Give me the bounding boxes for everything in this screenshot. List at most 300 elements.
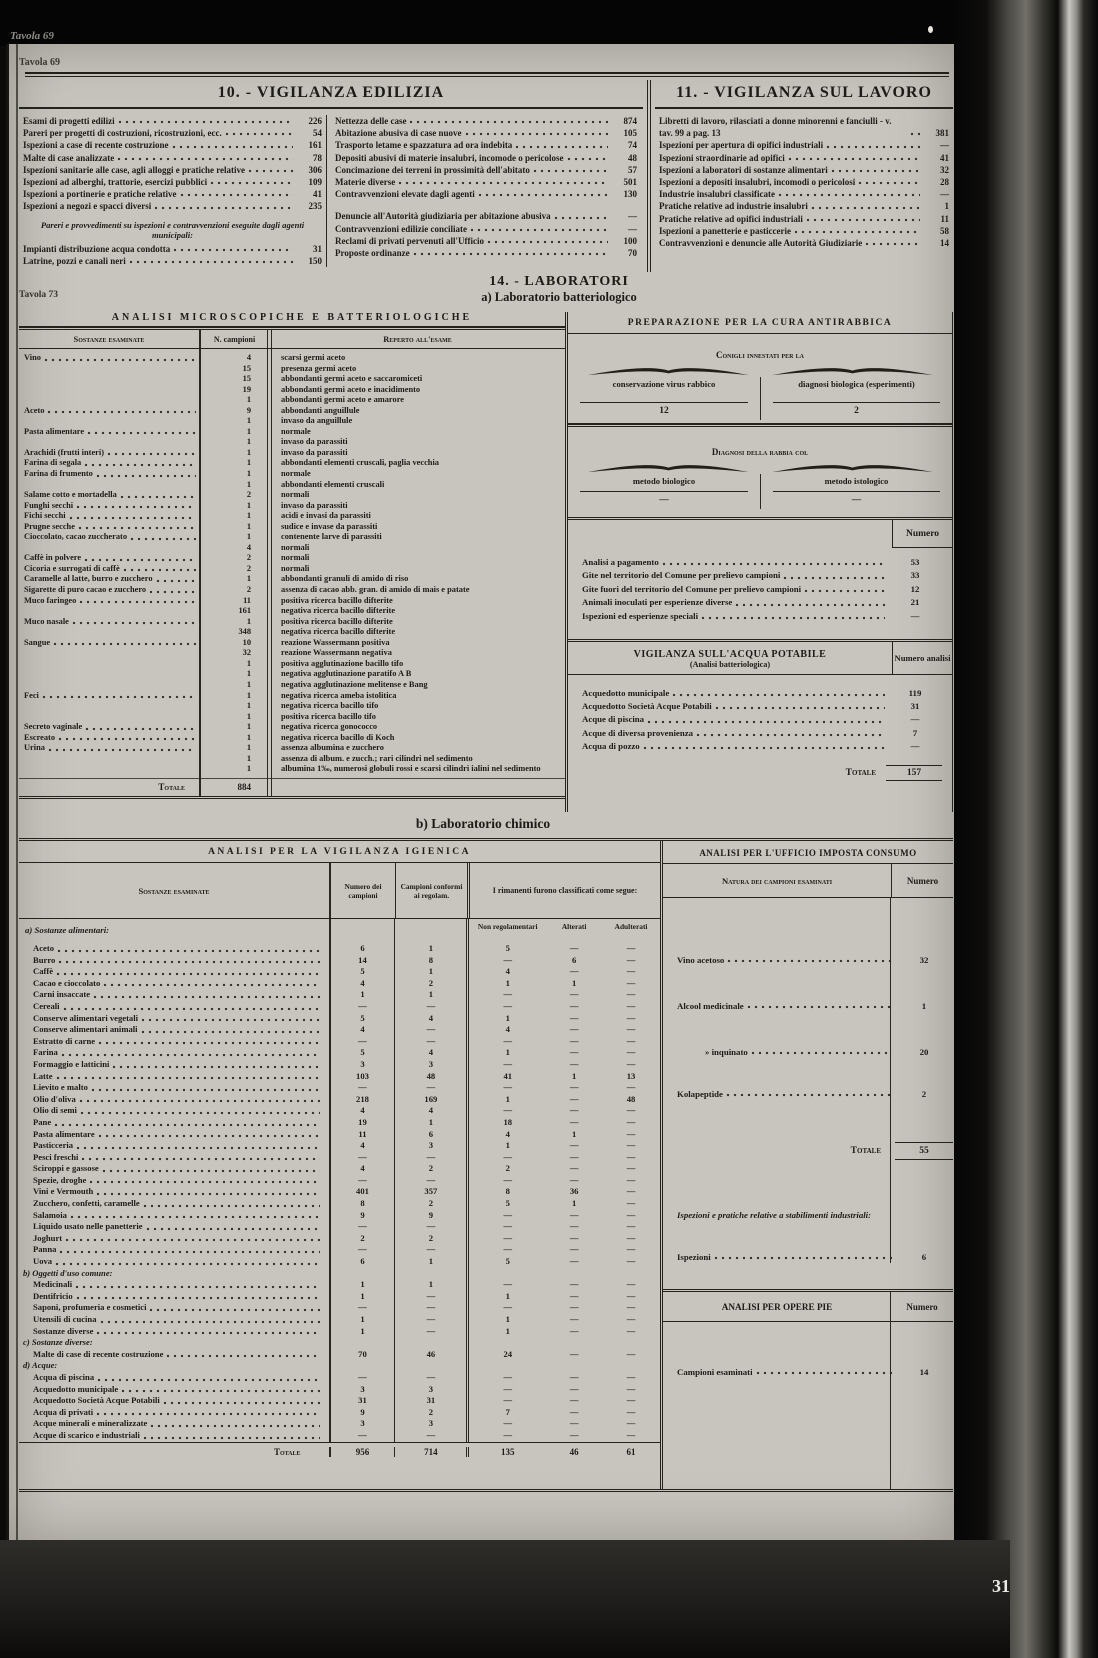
total-label: Totale bbox=[845, 768, 876, 779]
total-nonreg: 135 bbox=[466, 1447, 546, 1457]
samples-cell: 3 bbox=[329, 1384, 395, 1396]
dot-leader bbox=[69, 515, 196, 520]
dot-leader bbox=[150, 1423, 319, 1428]
item-label: Malte di case analizzate bbox=[23, 152, 115, 163]
edilizia-note: Pareri e provvedimenti su ispezioni e contravvenzioni eseguite dagli agenti municipali: bbox=[40, 219, 305, 241]
bact-table-title: ANALISI MICROSCOPICHE E BATTERIOLOGICHE bbox=[111, 312, 473, 323]
dot-leader bbox=[42, 694, 196, 699]
chem-table-row bbox=[19, 943, 660, 955]
item-label: Esami di progetti edilizi bbox=[23, 116, 115, 126]
adulterati-cell: — bbox=[626, 1406, 636, 1417]
dot-leader bbox=[806, 217, 920, 223]
total-conform: 714 bbox=[394, 1447, 466, 1457]
substance-cell bbox=[19, 754, 199, 765]
dot-leader bbox=[96, 473, 196, 478]
substance-cell bbox=[19, 1360, 329, 1372]
chem-table-row bbox=[19, 1210, 660, 1222]
alterati-cell bbox=[546, 1337, 602, 1349]
item-value: 21 bbox=[910, 597, 920, 608]
legend-item bbox=[23, 139, 322, 151]
bact-table-row bbox=[19, 553, 565, 564]
samples-cell: 2 bbox=[246, 585, 251, 595]
dot-leader bbox=[76, 504, 196, 509]
nonreg-cell bbox=[466, 1360, 546, 1372]
substance-label: Acquedotto municipale bbox=[33, 1383, 119, 1394]
alterati-cell: — bbox=[569, 1221, 579, 1232]
bact-table-row bbox=[19, 585, 565, 596]
nonreg-cell: — bbox=[466, 1418, 546, 1430]
bact-table-row bbox=[19, 522, 565, 533]
adulterati-cell: — bbox=[626, 954, 636, 965]
item-value: 381 bbox=[935, 128, 949, 139]
samples-cell: 1 bbox=[329, 1326, 395, 1338]
conform-cell: — bbox=[394, 1082, 466, 1094]
conigli-subtitle: Conigli innestati per la bbox=[715, 350, 805, 360]
adulterati-cell: — bbox=[626, 1105, 636, 1116]
dot-leader bbox=[478, 192, 608, 198]
dot-leader bbox=[146, 1226, 320, 1231]
dot-leader bbox=[72, 620, 196, 625]
conform-cell: — bbox=[394, 1314, 466, 1326]
finding-cell: positiva ricerca bacillo tifo bbox=[281, 711, 376, 721]
substance-label: Fichi secchi bbox=[24, 511, 66, 521]
legend-item bbox=[335, 139, 637, 151]
subcol-alterati: Alterati bbox=[561, 922, 587, 931]
conform-cell bbox=[394, 1268, 466, 1280]
metodo-biologico-column bbox=[568, 474, 760, 509]
adulterati-cell: — bbox=[626, 1290, 636, 1301]
samples-cell: 1 bbox=[246, 500, 251, 510]
substance-cell bbox=[19, 627, 199, 638]
substance-label: Arachidi (frutti interi) bbox=[24, 447, 105, 457]
nonreg-cell: — bbox=[466, 1221, 546, 1233]
dot-leader bbox=[58, 959, 319, 964]
dot-leader bbox=[826, 144, 920, 150]
samples-cell: 1 bbox=[246, 679, 251, 689]
item-value: 32 bbox=[919, 955, 929, 965]
dot-leader bbox=[465, 131, 608, 137]
item-label: Contravvenzioni elevate dagli agenti bbox=[335, 189, 475, 200]
alterati-cell: — bbox=[569, 1348, 579, 1359]
substance-label: Salame cotto e mortadella bbox=[24, 490, 117, 500]
nonreg-cell: 1 bbox=[466, 1140, 546, 1152]
bact-table-row bbox=[19, 638, 565, 649]
bact-table-row bbox=[19, 353, 565, 364]
bact-table-row bbox=[19, 416, 565, 427]
dot-leader bbox=[118, 119, 293, 125]
dot-leader bbox=[143, 1203, 320, 1208]
item-label: Industrie insalubri classificate bbox=[659, 189, 776, 200]
item-label: Acquedotto Società Acque Potabili bbox=[582, 701, 712, 712]
dot-leader bbox=[149, 1307, 319, 1312]
dot-leader bbox=[85, 726, 196, 731]
imposta-consumo-table bbox=[663, 841, 953, 1489]
bact-table-row bbox=[19, 406, 565, 417]
item-label: Nettezza delle case bbox=[335, 116, 407, 126]
substance-cell bbox=[19, 1198, 329, 1210]
bact-table-row bbox=[19, 364, 565, 375]
bact-total-row bbox=[19, 778, 565, 796]
alterati-cell: — bbox=[569, 1256, 579, 1267]
samples-cell: 1 bbox=[246, 469, 251, 479]
substance-cell bbox=[19, 978, 329, 990]
metodo-istologico-label: metodo istologico bbox=[824, 476, 889, 486]
legend-item bbox=[335, 164, 637, 176]
substance-label: Caffè in polvere bbox=[24, 553, 82, 563]
bact-table-row bbox=[19, 680, 565, 691]
conform-cell: 2 bbox=[394, 1407, 466, 1419]
substance-cell bbox=[19, 1279, 329, 1291]
samples-cell: 4 bbox=[329, 978, 395, 990]
substance-cell bbox=[19, 585, 199, 596]
conform-cell: 2 bbox=[394, 1198, 466, 1210]
adulterati-cell: — bbox=[626, 1082, 636, 1093]
adulterati-cell: — bbox=[626, 1140, 636, 1151]
nonreg-cell: — bbox=[466, 1210, 546, 1222]
substance-label: Burro bbox=[33, 954, 56, 965]
substance-cell bbox=[19, 989, 329, 1001]
substance-cell bbox=[19, 522, 199, 533]
chem-table-row bbox=[19, 1302, 660, 1314]
bact-table-row bbox=[19, 448, 565, 459]
samples-cell: 1 bbox=[246, 743, 251, 753]
nonreg-cell bbox=[466, 1268, 546, 1280]
adulterati-cell: — bbox=[626, 1279, 636, 1290]
dot-leader bbox=[726, 1092, 892, 1098]
substance-label: Pane bbox=[33, 1116, 52, 1127]
adulterati-cell: — bbox=[626, 1429, 636, 1440]
substance-label: Pasta alimentare bbox=[33, 1128, 95, 1139]
chem-table-row bbox=[19, 989, 660, 1001]
dot-leader bbox=[154, 205, 293, 211]
acqua-header bbox=[568, 642, 952, 675]
finding-cell: reazione Wassermann negativa bbox=[281, 648, 392, 658]
samples-cell: 1 bbox=[246, 395, 251, 405]
item-value: 226 bbox=[308, 116, 322, 126]
item-label: Trasporto letame e spazzatura ad ora indebita bbox=[335, 140, 513, 151]
dot-leader bbox=[93, 994, 319, 999]
nonreg-cell: — bbox=[466, 1233, 546, 1245]
diagnosi-label: diagnosi biologica (esperimenti) bbox=[798, 379, 915, 389]
section-vigilanza-lavoro bbox=[655, 80, 953, 272]
substance-cell bbox=[19, 374, 199, 385]
item-value: 14 bbox=[940, 238, 949, 249]
numero-item bbox=[582, 569, 942, 582]
dot-leader bbox=[156, 578, 196, 583]
conform-cell: 169 bbox=[394, 1094, 466, 1106]
finding-cell: negativa ricerca bacillo difterite bbox=[281, 627, 396, 637]
item-label: Proposte ordinanze bbox=[335, 248, 410, 259]
substance-cell bbox=[19, 1337, 329, 1349]
finding-cell: positiva ricerca bacillo difterite bbox=[281, 595, 393, 605]
acqua-item bbox=[582, 700, 942, 713]
igienica-header bbox=[19, 863, 660, 919]
chem-table-row bbox=[19, 1337, 660, 1349]
dot-leader bbox=[47, 409, 196, 414]
conform-cell: — bbox=[394, 1036, 466, 1048]
substance-cell bbox=[19, 648, 199, 659]
dot-leader bbox=[79, 1098, 320, 1103]
vigilanza-igienica-table bbox=[19, 841, 663, 1489]
nonreg-cell: 4 bbox=[466, 966, 546, 978]
chem-table-row bbox=[19, 1036, 660, 1048]
item-label: Ispezioni a case di recente costruzione bbox=[23, 140, 169, 151]
alterati-cell: — bbox=[569, 1314, 579, 1324]
dot-leader bbox=[533, 168, 608, 174]
section-title: 11. - VIGILANZA SUL LAVORO bbox=[655, 80, 953, 109]
nonreg-cell: — bbox=[466, 1036, 546, 1048]
nonreg-cell: 1 bbox=[466, 1326, 546, 1338]
legend-item bbox=[23, 243, 322, 255]
conform-cell: — bbox=[394, 1244, 466, 1256]
substance-cell bbox=[19, 1302, 329, 1314]
igienica-title: ANALISI PER LA VIGILANZA IGIENICA bbox=[19, 841, 660, 863]
dot-leader bbox=[696, 732, 885, 738]
item-label: Pareri per progetti di costruzioni, ricostruzioni, ecc. bbox=[23, 128, 222, 139]
alterati-cell: — bbox=[569, 1429, 579, 1440]
legend-item bbox=[335, 210, 637, 222]
samples-cell: 11 bbox=[329, 1129, 395, 1141]
substance-cell bbox=[19, 543, 199, 554]
substance-label: Vino bbox=[24, 353, 41, 362]
substance-cell bbox=[19, 617, 199, 628]
bact-table-row bbox=[19, 606, 565, 617]
nonreg-cell: — bbox=[466, 1384, 546, 1396]
dot-leader bbox=[515, 144, 608, 150]
finding-cell: abbondanti germi aceto e inacidimento bbox=[281, 384, 421, 394]
chem-table-row bbox=[19, 1256, 660, 1268]
nonreg-cell: 41 bbox=[466, 1071, 546, 1083]
nonreg-cell: — bbox=[466, 1082, 546, 1094]
chem-table-row bbox=[19, 1129, 660, 1141]
alterati-cell: 1 bbox=[571, 1070, 577, 1081]
legend-item bbox=[659, 152, 949, 164]
chem-table-row bbox=[19, 1418, 660, 1430]
column-rule bbox=[267, 330, 268, 796]
adulterati-cell: — bbox=[626, 1371, 636, 1382]
substance-label: Lievito e malto bbox=[33, 1082, 88, 1093]
samples-cell: 2 bbox=[329, 1233, 395, 1245]
samples-cell: 1 bbox=[246, 732, 251, 742]
conform-cell: — bbox=[394, 1024, 466, 1036]
substance-cell bbox=[19, 1326, 329, 1338]
nonreg-cell: 4 bbox=[466, 1129, 546, 1141]
finding-cell: invaso da parassiti bbox=[281, 500, 348, 510]
finding-cell: abbondanti anguillule bbox=[281, 405, 360, 415]
adulterati-cell: — bbox=[626, 1418, 636, 1429]
substance-label: Acqua di piscina bbox=[33, 1371, 95, 1382]
nonreg-cell: 1 bbox=[466, 1094, 546, 1106]
substance-cell bbox=[19, 469, 199, 480]
substance-cell bbox=[19, 1013, 329, 1025]
bact-table-row bbox=[19, 617, 565, 628]
conform-cell: 3 bbox=[394, 1059, 466, 1071]
alterati-cell: — bbox=[569, 1302, 579, 1313]
dot-leader bbox=[87, 430, 196, 435]
dot-leader bbox=[84, 462, 196, 467]
conform-cell: 6 bbox=[394, 1129, 466, 1141]
item-value: 31 bbox=[910, 701, 920, 712]
bact-table-row bbox=[19, 469, 565, 480]
finding-cell: normali bbox=[281, 553, 310, 563]
substance-label: Muco nasale bbox=[24, 616, 69, 626]
conform-cell: 4 bbox=[394, 1013, 466, 1025]
samples-cell: 1 bbox=[246, 616, 251, 626]
finding-cell: abbondanti germi aceto e amarore bbox=[281, 395, 404, 405]
dot-leader bbox=[70, 1214, 320, 1219]
diagnosi-column bbox=[760, 377, 952, 420]
spacer-cell bbox=[394, 919, 466, 943]
legend-item bbox=[335, 188, 637, 200]
substance-label: c) Sostanze diverse: bbox=[23, 1337, 93, 1348]
substance-cell bbox=[19, 691, 199, 702]
samples-cell: 15 bbox=[242, 363, 251, 373]
samples-cell: 14 bbox=[329, 955, 395, 967]
substance-label: Malte di case di recente costruzione bbox=[33, 1348, 164, 1359]
bact-table-row bbox=[19, 754, 565, 765]
adulterati-cell: — bbox=[626, 1348, 636, 1359]
item-label: Ispezioni straordinarie ad opifici bbox=[659, 152, 785, 163]
numero-item bbox=[582, 610, 942, 623]
substance-cell bbox=[19, 448, 199, 459]
conform-cell: 1 bbox=[394, 1117, 466, 1129]
dot-leader bbox=[409, 119, 608, 125]
item-value: 161 bbox=[308, 140, 322, 151]
samples-cell: 401 bbox=[329, 1186, 395, 1198]
edilizia-col-2 bbox=[327, 115, 639, 267]
chemical-tables bbox=[19, 838, 953, 1492]
substance-cell bbox=[19, 743, 199, 754]
substance-label: Conserve alimentari vegetali bbox=[33, 1012, 139, 1023]
dot-leader bbox=[662, 561, 885, 567]
samples-cell: 1 bbox=[246, 447, 251, 457]
laboratorio-batteriologico-subtitle: a) Laboratorio batteriologico bbox=[481, 290, 637, 304]
finding-cell: sudice e invase da parassiti bbox=[281, 521, 378, 531]
item-label: Acqua di pozzo bbox=[582, 740, 640, 751]
bact-table-row bbox=[19, 532, 565, 543]
substance-cell bbox=[19, 1059, 329, 1071]
dot-leader bbox=[79, 599, 196, 604]
samples-cell: 1 bbox=[246, 711, 251, 721]
samples-cell: 11 bbox=[243, 595, 251, 605]
dot-leader bbox=[65, 1237, 319, 1242]
chem-table-row bbox=[19, 1221, 660, 1233]
adulterati-cell: — bbox=[626, 1128, 636, 1139]
samples-cell: 32 bbox=[242, 648, 251, 658]
alterati-cell: — bbox=[569, 1024, 579, 1035]
substance-cell bbox=[19, 1175, 329, 1187]
substance-cell bbox=[19, 511, 199, 522]
adulterati-cell: — bbox=[626, 1186, 636, 1197]
substance-label: Urina bbox=[24, 743, 45, 753]
substance-label: Escreato bbox=[24, 732, 56, 742]
finding-cell: abbondanti granuli di amido di riso bbox=[281, 574, 409, 584]
nonreg-cell: — bbox=[466, 1279, 546, 1291]
substance-cell bbox=[19, 1036, 329, 1048]
stabilimenti-note: Ispezioni e pratiche relative a stabilimenti industriali: bbox=[677, 1210, 872, 1220]
samples-cell: — bbox=[329, 1175, 395, 1187]
item-label: Materie diverse bbox=[335, 177, 396, 188]
substance-cell bbox=[19, 385, 199, 396]
item-value: — bbox=[628, 223, 637, 234]
acqua-potabile-box bbox=[568, 639, 952, 781]
samples-cell: 1 bbox=[329, 1314, 395, 1326]
samples-cell: 4 bbox=[246, 353, 251, 362]
bact-table-row bbox=[19, 385, 565, 396]
samples-cell: — bbox=[329, 1082, 395, 1094]
dot-leader bbox=[48, 747, 196, 752]
item-value: — bbox=[910, 714, 920, 725]
dot-leader bbox=[107, 451, 196, 456]
adulterati-cell: — bbox=[626, 1314, 636, 1324]
legend-item bbox=[335, 127, 637, 139]
acqua-item bbox=[582, 687, 942, 700]
chem-table-row bbox=[19, 1384, 660, 1396]
page-number: 31 bbox=[992, 1576, 1010, 1596]
samples-cell: 218 bbox=[329, 1094, 395, 1106]
dot-leader bbox=[756, 1370, 892, 1376]
item-value: 11 bbox=[940, 213, 949, 224]
alterati-cell: — bbox=[569, 1418, 579, 1429]
adulterati-cell: — bbox=[626, 1035, 636, 1046]
samples-cell: 1 bbox=[246, 701, 251, 711]
subcol-adulterati: Adulterati bbox=[614, 922, 648, 931]
item-label: Abitazione abusiva di case nuove bbox=[335, 128, 462, 139]
conform-cell: — bbox=[394, 1430, 466, 1442]
chem-table-row bbox=[19, 1279, 660, 1291]
substance-label: b) Oggetti d'uso comune: bbox=[23, 1267, 113, 1278]
substance-cell bbox=[19, 943, 329, 955]
opere-pie-box bbox=[663, 1289, 953, 1489]
dot-leader bbox=[567, 156, 609, 162]
legend-item bbox=[659, 139, 949, 151]
item-value: 20 bbox=[919, 1047, 929, 1057]
adulterati-cell: 48 bbox=[626, 1093, 636, 1104]
adulterati-cell: — bbox=[626, 977, 636, 988]
item-value: 874 bbox=[623, 116, 637, 126]
dot-leader bbox=[858, 180, 920, 186]
finding-cell: invaso da anguillule bbox=[281, 416, 353, 426]
nonreg-cell bbox=[466, 1337, 546, 1349]
alterati-cell: — bbox=[569, 1082, 579, 1093]
chem-table-row bbox=[19, 1198, 660, 1210]
alterati-cell: — bbox=[569, 1000, 579, 1011]
substance-cell bbox=[19, 1047, 329, 1059]
item-value: 58 bbox=[940, 225, 949, 236]
legend-item bbox=[23, 188, 322, 200]
substance-cell bbox=[19, 1094, 329, 1106]
chem-table-row bbox=[19, 966, 660, 978]
legend-item bbox=[23, 255, 322, 267]
substance-cell bbox=[19, 564, 199, 575]
metodo-biologico-value: — bbox=[659, 495, 669, 505]
col-header-substances: Sostanze esaminate bbox=[138, 885, 210, 896]
conform-cell: — bbox=[394, 1175, 466, 1187]
item-value: 33 bbox=[910, 570, 920, 581]
metodo-istologico-value: — bbox=[851, 495, 862, 505]
dot-leader bbox=[63, 1006, 320, 1011]
chem-table-row bbox=[19, 1186, 660, 1198]
alterati-cell: — bbox=[569, 1151, 579, 1162]
dot-leader bbox=[554, 215, 608, 221]
substance-cell bbox=[19, 1291, 329, 1303]
finding-cell: positiva ricerca bacillo difterite bbox=[281, 616, 393, 626]
acqua-item bbox=[582, 713, 942, 726]
substance-cell bbox=[19, 427, 199, 438]
photo-bottom-border bbox=[0, 1540, 1010, 1658]
dot-leader bbox=[61, 1052, 320, 1057]
dot-leader bbox=[84, 557, 196, 562]
